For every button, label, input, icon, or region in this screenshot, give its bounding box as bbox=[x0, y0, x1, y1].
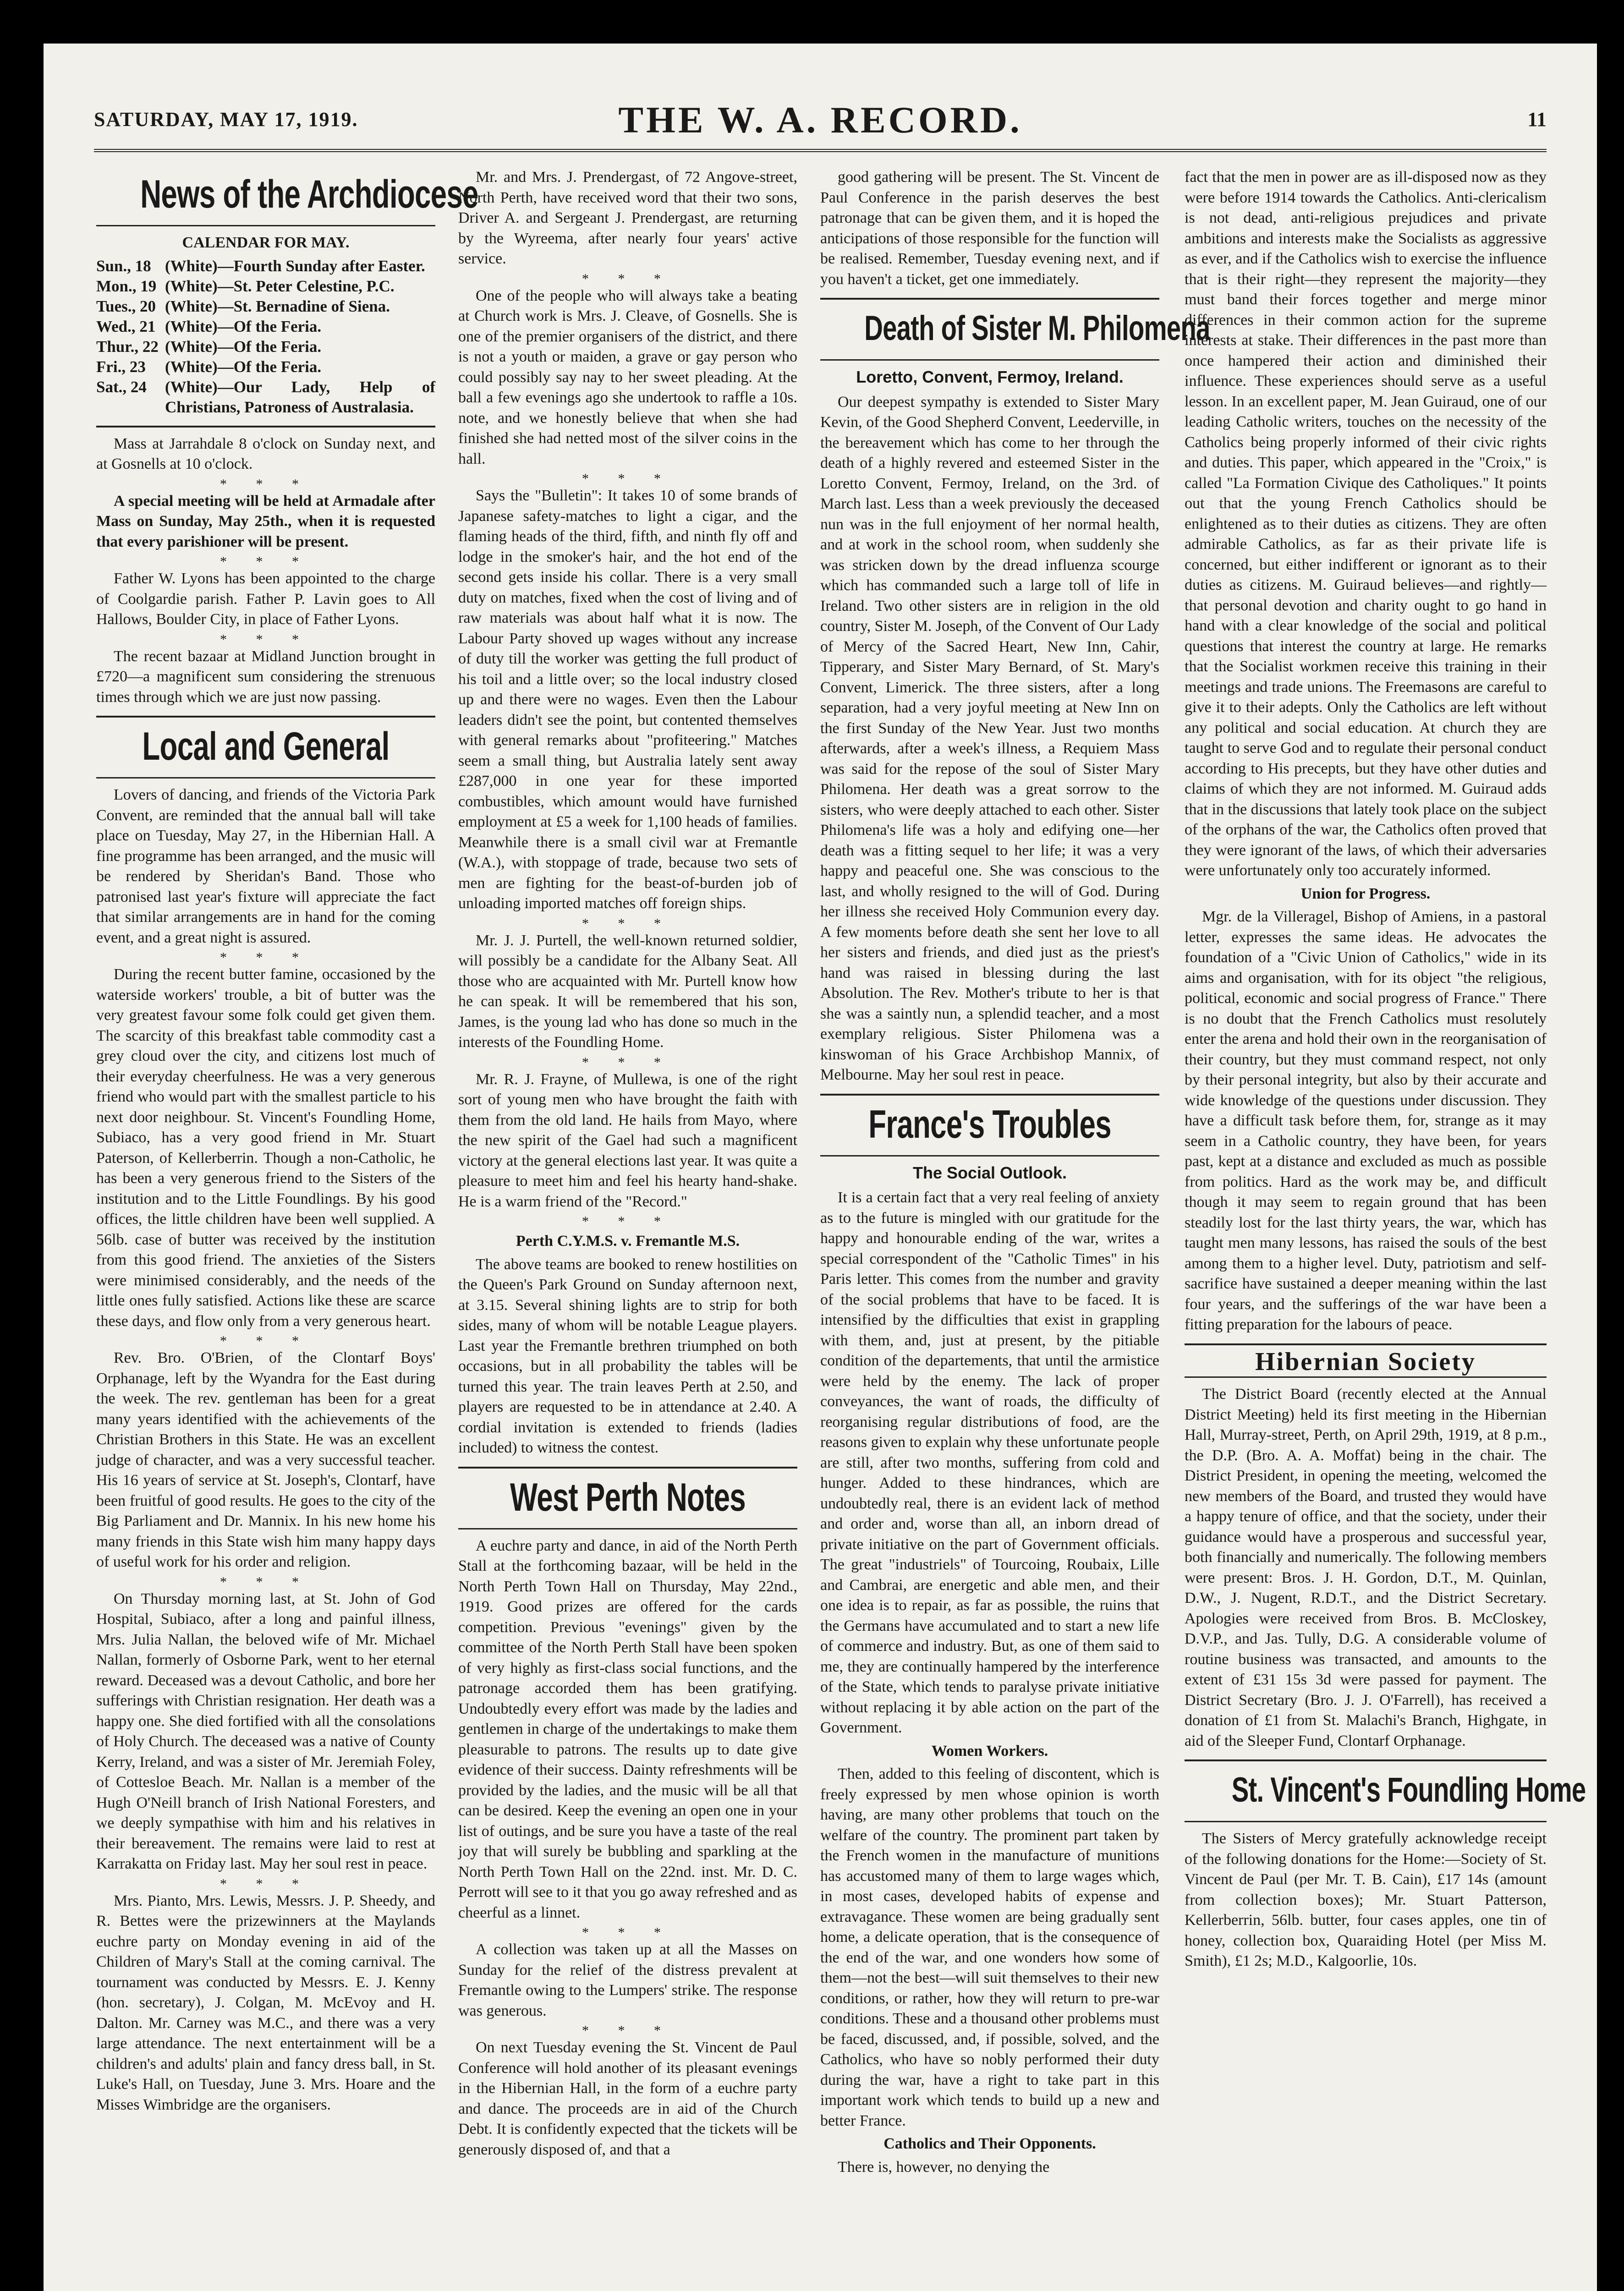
star-separator: * * * bbox=[582, 271, 674, 286]
heading-st-vincents: St. Vincent's Foundling Home bbox=[1231, 1770, 1586, 1809]
paragraph: Then, added to this feeling of discontent, which is freely expressed by men whose opinion is worth having, are many other problems that touch on the welfare of the country. The prominent part taken by the French women in the manufacture of munitions has accustomed many of them to large wages which, in most cases, developed habits of expense and extravagance. These women are being gradually sent home, a delicate operation, that is the consequence of the end of the war, and one wonders how some of them—not the best—will suit themselves to their new conditions, or rather, how they will return to pre-war conditions. These and a thousand other problems must be faced, discussed, and, if possible, solved, and the Catholics, who have so nobly performed their duty during the war, have a right to take part in this important work which tends to build up a new and better France. bbox=[820, 1765, 1159, 2129]
divider bbox=[458, 1467, 797, 1469]
divider bbox=[1185, 1343, 1547, 1345]
paragraph: The Sisters of Mercy gratefully acknowledge receipt of the following donations for the Home:—Society of St. Vincent de Paul (per Mr. T. B. Cain), £17 14s (amount from collection boxes); Mr. Stuart Patterson, Kellerberrin, 56lb. butter, four cases apples, one tin of honey, collection box, Quaraiding Hotel (per Miss M. Smith), £1 2s; M.D., Kalgoorlie, 10s. bbox=[1185, 1830, 1547, 1969]
calendar-list bbox=[96, 256, 435, 417]
calendar-item: Fri., 23 (White)—Of the Feria. bbox=[96, 357, 322, 376]
subheading: The Social Outlook. bbox=[912, 1163, 1067, 1182]
paragraph: Rev. Bro. O'Brien, of the Clontarf Boys' Orphanage, left by the Wyandra for the East during the week. The rev. gentleman has been for a great many years identified with the achievements of the Christian Brothers in this State. He was an excellent judge of character, and was a very successful teacher. His 16 years of service at St. Joseph's, Clontarf, have been fruitful of good results. He goes to the city of the Big Parliament and Dr. Mannix. In his new home his many friends in this State wish him many happy days of useful work for his order and religion. bbox=[96, 1349, 435, 1570]
newspaper-title: THE W. A. RECORD. bbox=[618, 99, 1022, 141]
column-1 bbox=[96, 167, 478, 2291]
subheading: Perth C.Y.M.S. v. Fremantle M.S. bbox=[516, 1233, 740, 1250]
paragraph: One of the people who will always take a beating at Church work is Mrs. J. Cleave, of Gosnells. She is one of the premier organisers of the district, and there is not a youth or maiden, a grave or gay person who could possibly say nay to her sweet pleading. At the ball a few evenings ago she undertook to raffle a 10s. note, and we honestly believe that when she had finished she had netted most of the silver coins in the hall. bbox=[458, 287, 797, 467]
paragraph: good gathering will be present. The St. Vincent de Paul Conference in the parish deserves the best patronage that can be given them, and it is hoped the anticipations of those responsible for the function will be realised. Remember, Tuesday evening next, and if you haven't a ticket, get one immediately. bbox=[820, 169, 1159, 288]
column-4 bbox=[1185, 167, 1586, 2291]
star-separator: * * * bbox=[220, 631, 312, 647]
paragraph: Mr. R. J. Frayne, of Mullewa, is one of the right sort of young men who have brought the faith with them from the old land. He hails from Mayo, where the new spirit of the Gael had such a magnificent victory at the general elections last year. It was quite a pleasure to meet him and feel his hearty hand-shake. He is a warm friend of the "Record." bbox=[458, 1070, 797, 1210]
issue-date: SATURDAY, MAY 17, 1919. bbox=[94, 108, 358, 131]
column-2 bbox=[458, 167, 797, 2291]
subheading: Union for Progress. bbox=[1300, 885, 1431, 902]
star-separator: * * * bbox=[582, 471, 674, 486]
heading-rule bbox=[1185, 1821, 1547, 1822]
heading-rule bbox=[96, 777, 435, 778]
heading-rule bbox=[820, 359, 1159, 361]
paragraph: Lovers of dancing, and friends of the Victoria Park Convent, are reminded that the annual ball will take place on Tuesday, May 27, in the Hibernian Hall. A fine programme has been arranged, and the music will be rendered by Sheridan's Band. Those who patronised last year's fixture will appreciate the fact that similar arrangements are in hand for the coming event, and a great night is assured. bbox=[96, 786, 435, 946]
star-separator: * * * bbox=[220, 950, 312, 965]
star-separator: * * * bbox=[220, 1876, 312, 1891]
star-separator: * * * bbox=[582, 1054, 674, 1070]
calendar-item: Thur., 22 (White)—Of the Feria. bbox=[96, 337, 322, 356]
subheading: Women Workers. bbox=[931, 1742, 1048, 1759]
heading-local-general: Local and General bbox=[142, 724, 390, 768]
paragraph: Father W. Lyons has been appointed to the charge of Coolgardie parish. Father P. Lavin goes to All Hallows, Boulder City, in place of Father Lyons. bbox=[96, 570, 435, 628]
star-separator: * * * bbox=[582, 1925, 674, 1940]
paragraph: A collection was taken up at all the Masses on Sunday for the relief of the distress prevalent at Fremantle owing to the Lumpers' strike. The response was generous. bbox=[458, 1941, 797, 2019]
paragraph: The District Board (recently elected at the Annual District Meeting) held its first meeting in the Hibernian Hall, Murray-street, Perth, on April 29th, 1919, at 8 p.m., the D.P. (Bro. A. A. Moffat) being in the chair. The District President, in opening the meeting, welcomed the new members of the Board, and trusted they would have a happy tenure of office, and that the society, under their guidance would have a prosperous and successful year, both financially and numerically. The following members were present: Bros. J. H. Gordon, D.T., M. Quinlan, D.W., J. Nugent, R.D.T., and the District Secretary. Apologies were received from Bros. B. McCloskey, D.V.P., and Jas. Tully, D.G. A considerable volume of routine business was transacted, and amounts to the extent of £31 15s 3d were passed for payment. The District Secretary (Bro. J. J. O'Farrell), has received a donation of £1 from St. Malachi's Branch, Highgate, in aid of the Sleeper Fund, Clontarf Orphanage. bbox=[1185, 1386, 1547, 1749]
star-separator: * * * bbox=[220, 476, 312, 492]
paragraph: Our deepest sympathy is extended to Sister Mary Kevin, of the Good Shepherd Convent, Leederville, in the bereavement which has come to her through the death of a highly revered and esteemed Sister in the Loretto Convent, Fermoy, Ireland, on the 3rd. of March last. Less than a week previously the deceased nun was in the full enjoyment of her normal health, and at work in the school room, when suddenly she was stricken down by the dread influenza scourge which has commanded such a large toll of life in Ireland. Two other sisters are in religion in the old country, Sister M. Joseph, of the Convent of Our Lady of Mercy of the Sacred Heart, New Inn, Cahir, Tipperary, and Sister Mary Bernard, of St. Mary's Convent, Limerick. The three sisters, after a long separation, had a very joyful meeting at New Inn on the first Sunday of the New Year. Just two months afterwards, after a week's illness, a Requiem Mass was said for the repose of the soul of Sister Mary Philomena. Her death was a great sorrow to the sisters, who were deeply attached to each other. Sister Philomena's life was a holy and edifying one—her death was a fitting sequel to her life; it was a very happy and peaceful one. She was conscious to the last, and wholly resigned to the will of God. During her illness she received Holy Communion every day. A few moments before death she sent her love to all her sisters and friends, and died just as the priest's hand was raised in blessing during the last Absolution. The Rev. Mother's tribute to her is that she was a saintly nun, a splendid teacher, and a most exemplary religious. Sister Philomena was a kinswoman of his Grace Archbishop Mannix, of Melbourne. May her soul rest in peace. bbox=[820, 393, 1160, 1083]
heading-rule bbox=[1185, 1376, 1547, 1378]
newspaper-page bbox=[44, 44, 1597, 2291]
page-number: 11 bbox=[1527, 108, 1547, 131]
calendar-item: Mon., 19 (White)—St. Peter Celestine, P.C. bbox=[96, 277, 395, 295]
heading-rule bbox=[820, 1155, 1159, 1156]
star-separator: * * * bbox=[220, 554, 312, 569]
calendar-item: Tues., 20 (White)—St. Bernadine of Siena. bbox=[96, 297, 390, 315]
heading-west-perth: West Perth Notes bbox=[510, 1475, 746, 1519]
heading-news-archdiocese: News of the Archdiocese bbox=[140, 172, 478, 216]
star-separator: * * * bbox=[220, 1574, 312, 1589]
calendar-title: CALENDAR FOR MAY. bbox=[182, 234, 350, 251]
heading-rule bbox=[458, 1528, 797, 1529]
star-separator: * * * bbox=[582, 915, 674, 931]
paragraph: Mr. J. J. Purtell, the well-known returned soldier, will possibly be a candidate for the Albany Seat. All those who are acquainted with Mr. Purtell know how he can speak. It will be remembered that his son, James, is the young lad who has done so much in the interests of the Foundling Home. bbox=[458, 932, 797, 1051]
divider bbox=[96, 426, 435, 428]
divider bbox=[96, 716, 435, 718]
paragraph: Mr. and Mrs. J. Prendergast, of 72 Angove-street, North Perth, have received word that their two sons, Driver A. and Sergeant J. Prendergast, are returning by the Wyreema, after nearly four years' active service. bbox=[458, 169, 797, 267]
heading-rule bbox=[96, 225, 435, 226]
paragraph: Mass at Jarrahdale 8 o'clock on Sunday next, and at Gosnells at 10 o'clock. bbox=[96, 435, 435, 472]
star-separator: * * * bbox=[582, 2023, 674, 2038]
paragraph: A special meeting will be held at Armadale after Mass on Sunday, May 25th., when it is requested that every parishioner will be present. bbox=[96, 492, 435, 550]
star-separator: * * * bbox=[582, 1214, 674, 1229]
divider bbox=[820, 1094, 1159, 1096]
paragraph: It is a certain fact that a very real feeling of anxiety as to the future is mingled with our gratitude for the happy and honourable ending of the war, writes a special correspondent of the "Catholic Times" in his Paris letter. This comes from the number and gravity of the social problems that have to be faced. It is intensified by the difficulties that exist in grappling with them, and, just at present, by the pitiable condition of the departements, that until the armistice were held by the enemy. The lack of proper conveyances, the want of roads, the difficulty of reorganising regular distributions of food, are the reasons given to explain why these unfortunate people are still, after two months, suffering from cold and hunger. Added to these hindrances, which are undoubtedly real, there is an evident lack of method and order and, worse than all, an inborn dread of private initiative on the part of Government officials. The great "industriels" of Tourcoing, Roubaix, Lille and Cambrai, are energetic and able men, and their one idea is to repair, as far as possible, the ruins that the Germans have accumulated and to start a new life of commerce and industry. But, as one of them said to me, they are continually hampered by the interference of the State, which tends to paralyse private initiative without replacing it by able action on the part of the Government. bbox=[820, 1189, 1159, 1736]
divider bbox=[820, 298, 1159, 300]
heading-frances-troubles: France's Troubles bbox=[868, 1102, 1111, 1146]
heading-death-sister: Death of Sister M. Philomena bbox=[864, 309, 1210, 348]
column-3 bbox=[820, 167, 1210, 2291]
divider bbox=[1185, 1759, 1547, 1761]
paragraph: Says the "Bulletin": It takes 10 of some brands of Japanese safety-matches to light a cigar, and the flaming heads of the third, fifth, and ninth fly off and lodge in the smoker's hair, and the hot end of the second gets inside his collar. There is a very small duty on matches, fixed when the cost of living and of raw materials was about half what it is now. The Labour Party shoved up wages without any increase of duty till the worker was getting the full product of his toil and a little over; so the local industry closed up and there were no wages. Even then the Labour leaders didn't see the point, but contented themselves with general remarks about "profiteering." Matches seem a small thing, but Australia lately sent away £287,000 in one year for these imported combustibles, which amount would have furnished employment at £5 a week for 1,100 heads of families. Meanwhile there is a small civil war at Fremantle (W.A.), with stoppage of trade, because two sets of men are fighting for the beast-of-burden job of unloading imported matches off foreign ships. bbox=[458, 487, 797, 912]
paragraph: The recent bazaar at Midland Junction brought in £720—a magnificent sum considering the strenuous times through which we are just now passing. bbox=[96, 647, 435, 706]
paragraph: fact that the men in power are as ill-disposed now as they were before 1914 towards the Catholics. Anti-clericalism is not dead, anti-religious prejudices and private ambitions and interests make the Socialists as aggressive as ever, and if the Catholics wish to exercise the influence that is their right—they represent the majority—they must band their forces together and merge minor differences in their common action for the supreme interests at stake. Their differences in the past more than once hampered their action and diminished their influence. These experiences should serve as a useful lesson. In an excellent paper, M. Jean Guiraud, one of our leading Catholic writers, touches on the necessity of the Catholics being properly informed of their civic rights and duties. This paper, which appeared in the "Croix," is called "La Formation Civique des Catholiques." It points out that the young French Catholics should be enlightened as to their duties as citizens. They are often admirable Catholics, as far as their private life is concerned, but either indifferent or ignorant as to their duties as citizens. M. Guiraud believes—and rightly—that personal devotion and charity ought to go hand in hand with a clear knowledge of the social and political questions that interest the country at large. He remarks that the Socialist workmen receive this training in their meetings and trade unions. The Freemasons are careful to give it to their adepts. Only the Catholics are left without any political and social education. At church they are taught to serve God and to regulate their personal conduct according to His precepts, but they have other duties and claims of which they are not informed. M. Guiraud adds that in the discussions that lately took place on the subject of the orphans of the war, the Catholics often proved that they were ignorant of the laws, of which their adversaries were unfortunately only too accurately informed. bbox=[1185, 169, 1547, 879]
paragraph: On next Tuesday evening the St. Vincent de Paul Conference will hold another of its pleasant evenings in the Hibernian Hall, in the form of a euchre party and dance. The proceeds are in aid of the Church Debt. It is confidently expected that the tickets will be generously disposed of, and that a bbox=[458, 2039, 797, 2158]
paragraph: There is, however, no denying the bbox=[838, 2158, 1050, 2176]
subheading: Catholics and Their Opponents. bbox=[883, 2135, 1096, 2152]
paragraph: Mgr. de la Villeragel, Bishop of Amiens, in a pastoral letter, expresses the same ideas. He advocates the foundation of a "Civic Union of Catholics," wide in its aims and organisation, with for its object "the religious, political, economic and social progress of France." There is no doubt that the French Catholics must resolutely enter the arena and hold their own in the reorganisation of their country, but they must command respect, not only by their personal integrity, but also by their accurate and wide knowledge of the questions under discussion. They have a difficult task before them, for, strange as it may seem in a Catholic country, they have been, for years past, kept at a distance and excluded as much as possible from politics. Hard as the work may be, and difficult though it may seem to regain ground that has been steadily lost for the last thirty years, the war, which has taught men many lessons, has raised the souls of the best among them to a higher level. Duty, patriotism and self-sacrifice have sustained a deeper meaning within the last four years, and the sufferings of the war have been a fitting preparation for the labours of peace. bbox=[1185, 908, 1547, 1333]
paragraph: During the recent butter famine, occasioned by the waterside workers' trouble, a bit of butter was the very greatest favour some folk could get given them. The scarcity of this breakfast table commodity cast a grey cloud over the city, and citizens lost much of their everyday cheerfulness. He was a very generous friend who would part with the smallest particle to his next door neighbour. St. Vincent's Foundling Home, Subiaco, has a very good friend in Mr. Stuart Paterson, of Kellerberrin. Though a non-Catholic, he has been a very generous friend to the Sisters of the institution and to the Little Foundlings. By his good offices, the little children have been well supplied. A 56lb. case of butter was received by the institution from this good friend. The anxieties of the Sisters were minimised considerably, and the needs of the little ones fully satisfied. Actions like these are scarce these days, and flow only from a very generous heart. bbox=[96, 966, 435, 1330]
subheading: Loretto, Convent, Fermoy, Ireland. bbox=[856, 367, 1124, 386]
paragraph: The above teams are booked to renew hostilities on the Queen's Park Ground on Sunday afternoon next, at 3.15. Several shining lights are to strip for both sides, many of whom will be notable League players. Last year the Fremantle brethren triumphed on both occasions, but in all probability the tables will be turned this year. The train leaves Perth at 2.50, and players are requested to be in attendance at 2.40. A cordial invitation is extended to friends (ladies included) to witness the contest. bbox=[458, 1255, 797, 1456]
star-separator: * * * bbox=[220, 1333, 312, 1348]
paragraph: On Thursday morning last, at St. John of God Hospital, Subiaco, after a long and painful illness, Mrs. Julia Nallan, the beloved wife of Mr. Michael Nallan, formerly of Osborne Park, went to her eternal reward. Deceased was a devout Catholic, and bore her sufferings with Christian resignation. Her death was a happy one. She died fortified with all the consolations of Holy Church. The deceased was a native of County Kerry, Ireland, and was a sister of Mr. Jeremiah Foley, of Cottesloe Beach. Mr. Nallan is a member of the Hugh O'Neill branch of Irish National Foresters, and we deeply sympathise with him and his relatives in their bereavement. The remains were laid to rest at Karrakatta on Friday last. May her soul rest in peace. bbox=[96, 1590, 435, 1872]
paragraph: Mrs. Pianto, Mrs. Lewis, Messrs. J. P. Sheedy, and R. Bettes were the prizewinners at the Maylands euchre party on Monday evening in aid of the Children of Mary's Stall at the coming carnival. The tournament was conducted by Messrs. E. J. Kenny (hon. secretary), J. Colgan, M. McEvoy and H. Dalton. Mr. Carney was M.C., and there was a very large attendance. The next entertainment will be a children's and adults' plain and fancy dress ball, in St. Luke's Hall, on Tuesday, June 3. Mrs. Hoare and the Misses Wimbridge are the organisers. bbox=[96, 1892, 435, 2113]
masthead bbox=[94, 99, 1547, 152]
calendar-item: Sun., 18 (White)—Fourth Sunday after Easter. bbox=[96, 257, 425, 275]
calendar-item: Sat., 24 (White)—Our Lady, Help of Christians, Patroness of Australasia. bbox=[96, 378, 435, 416]
paragraph: A euchre party and dance, in aid of the North Perth Stall at the forthcoming bazaar, will be held in the North Perth Town Hall on Thursday, May 22nd., 1919. Good prizes are offered for the cards competition. Previous "evenings" given by the committee of the North Perth Stall have been spoken of very highly as first-class social functions, and the patronage accorded them has been gratifying. Undoubtedly every effort was made by the ladies and gentlemen in charge of the undertakings to make them pleasurable to patrons. The results up to date give evidence of their success. Dainty refreshments will be provided by the ladies, and the music will be all that can be desired. Keep the evening an open one in your list of outings, and be sure you have a taste of the real joy that will surely be bubbling and sparkling at the North Perth Town Hall on the 22nd. inst. Mr. D. C. Perrott will see to it that you go away refreshed and as cheerful as a linnet. bbox=[458, 1537, 797, 1921]
calendar-item: Wed., 21 (White)—Of the Feria. bbox=[96, 317, 322, 335]
heading-hibernian-society: Hibernian Society bbox=[1255, 1347, 1476, 1376]
